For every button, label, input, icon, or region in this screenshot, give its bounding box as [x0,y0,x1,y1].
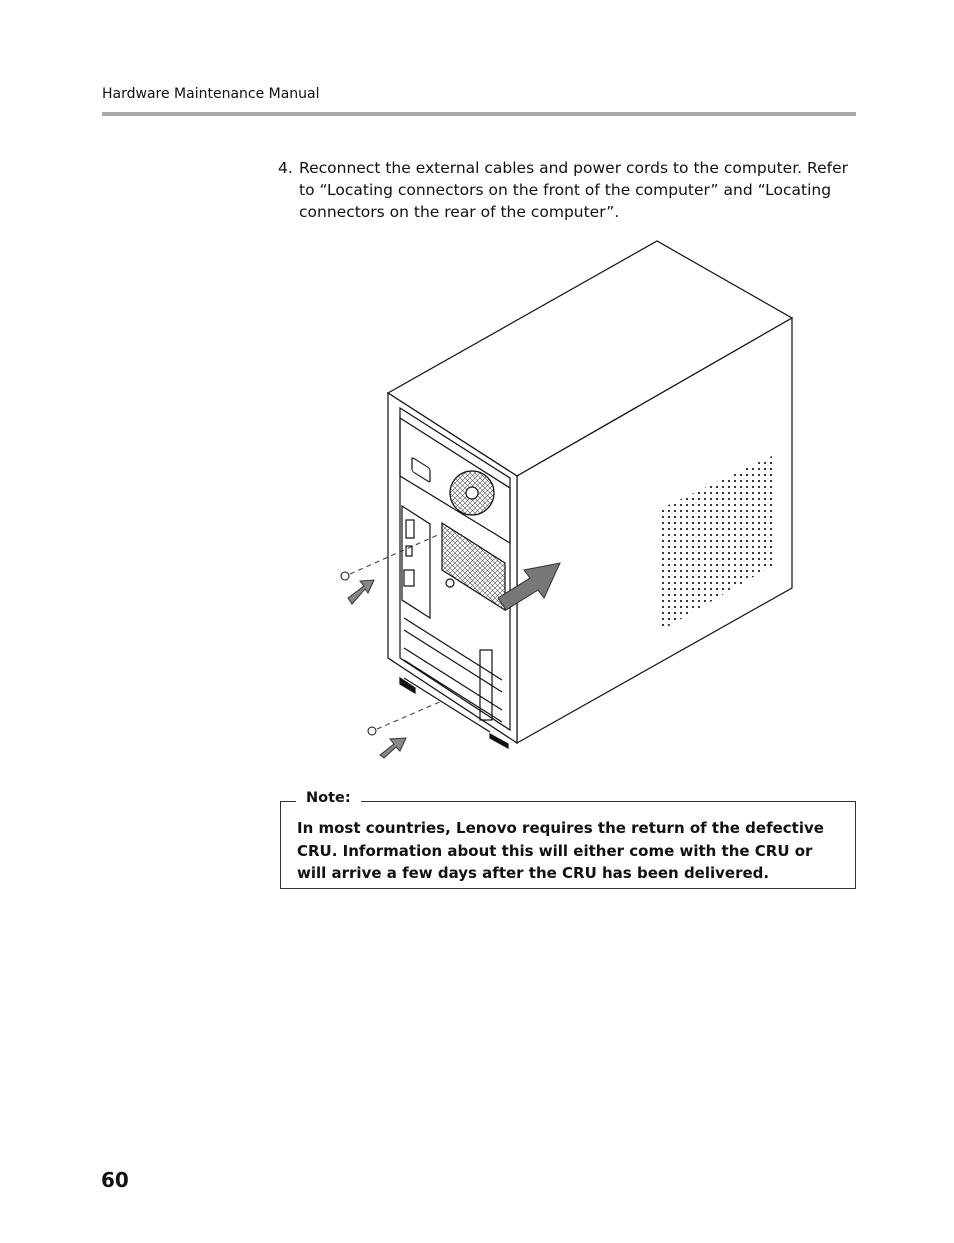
page-number: 60 [101,1168,129,1192]
note-label: Note: [296,790,361,806]
header-rule [102,112,856,116]
note-text: In most countries, Lenovo requires the return of the defective CRU. Information about this will either come with the CRU or will arrive a few days after the CRU has been delivered. [297,819,824,882]
step-text: Reconnect the external cables and power cords to the computer. Refer to “Locating connectors on the front of the computer” and “Locating connectors on the rear of the computer”. [299,159,848,221]
computer-cover-illustration [330,238,800,763]
running-header: Hardware Maintenance Manual [102,86,320,102]
step-number: 4. [278,159,293,177]
